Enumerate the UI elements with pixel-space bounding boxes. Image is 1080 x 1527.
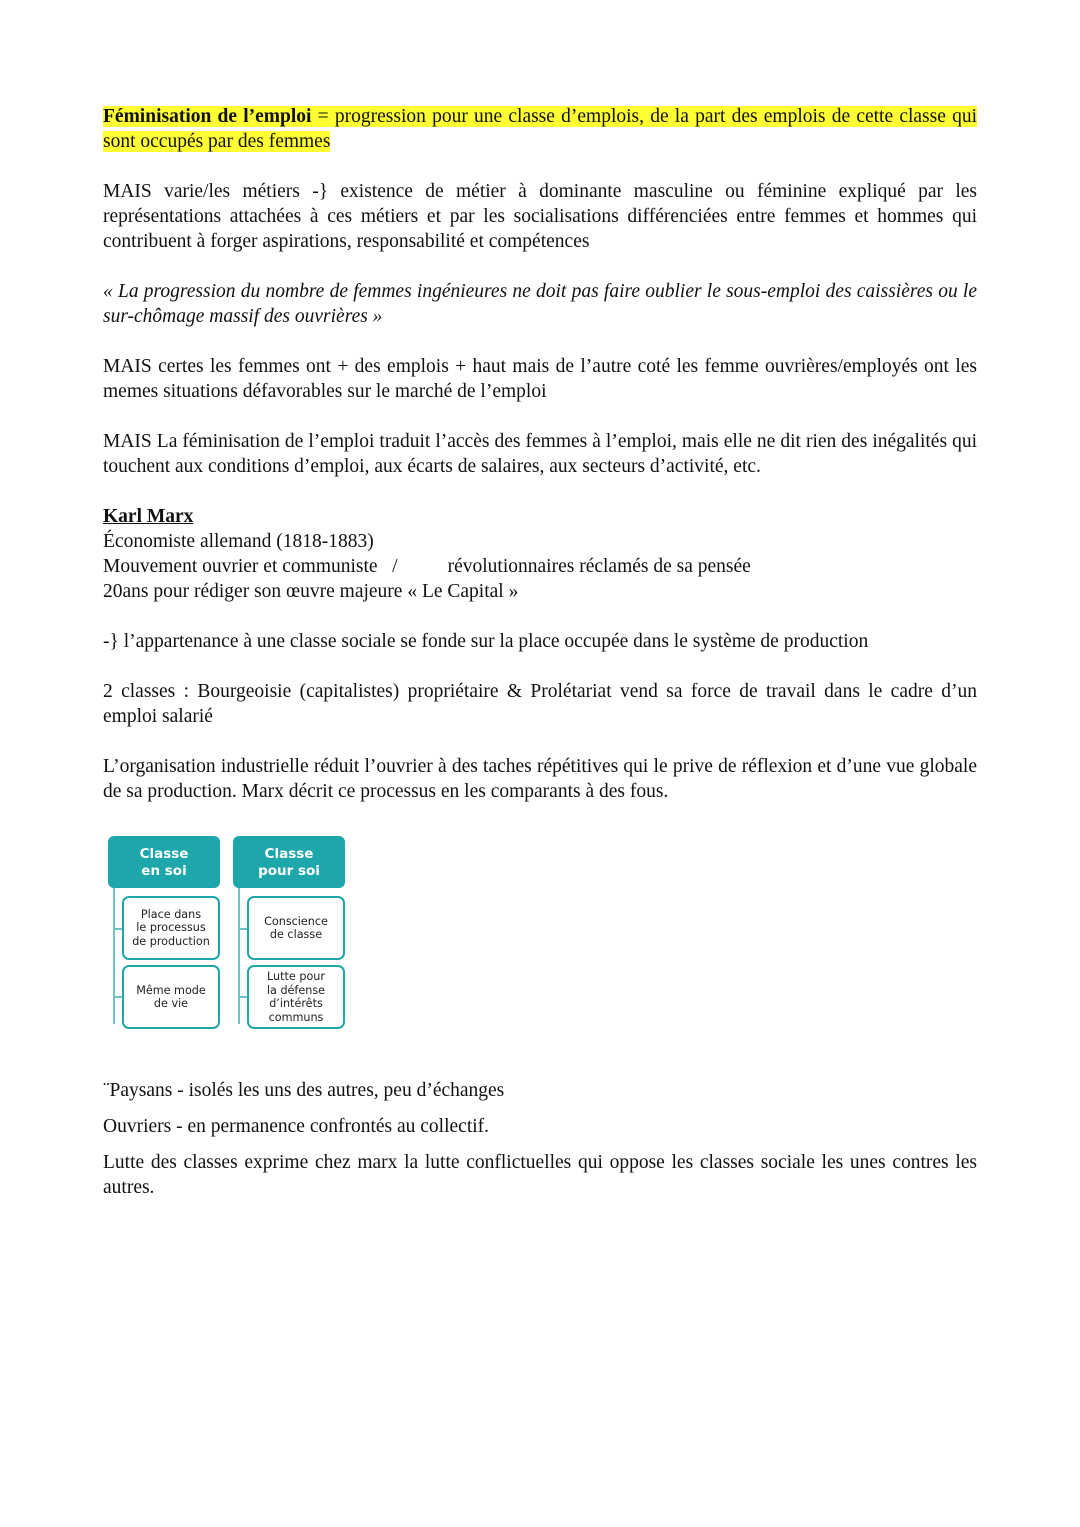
diagram-header-classe-pour-soi [233, 836, 345, 888]
paragraph-text: MAIS certes les femmes ont + des emplois + haut mais de l’autre coté les femme ouvrières/employés ont les memes situations défavorables sur le marché de l’emploi [103, 356, 977, 402]
bio-line-movement-b: révolutionnaires réclamés de sa pensée [447, 556, 751, 577]
paragraph-text: MAIS La féminisation de l’emploi traduit l’accès des femmes à l’emploi, mais elle ne dit rien des inégalités qui touchent aux conditions d’emploi, aux écarts de salaires, aux secteurs d’activité, etc. [103, 431, 977, 477]
marx-point-organisation [103, 754, 977, 804]
diagram-box-place-production [122, 896, 220, 960]
diagram-connector-line [238, 888, 240, 1024]
quote-text: « La progression du nombre de femmes ingénieures ne doit pas faire oublier le sous-emploi des caissières ou le sur-chômage massif des ouvrières » [103, 281, 977, 327]
paragraph-text: 2 classes : Bourgeoisie (capitalistes) propriétaire & Prolétariat vend sa force de travail dans le cadre d’un emploi salarié [103, 681, 977, 727]
definition-paragraph [103, 104, 977, 154]
closing-notes [103, 1078, 977, 1211]
bio-line-movement-a: Mouvement ouvrier et communiste / [103, 556, 398, 577]
box-text: Même mode de vie [136, 983, 206, 1010]
quote-block [103, 279, 977, 329]
diagram-column-classe-en-soi [108, 836, 220, 1032]
diagram-connector-line [113, 888, 115, 1024]
class-diagram [108, 836, 348, 1032]
diagram-box-lutte [247, 965, 345, 1029]
note-lutte-des-classes: Lutte des classes exprime chez marx la lutte conflictuelles qui oppose les classes sociale les unes contres les autres. [103, 1152, 977, 1198]
bio-line-economist: Économiste allemand (1818-1883) [103, 531, 374, 552]
definition-term: Féminisation de l’emploi [103, 106, 312, 127]
bio-line-capital: 20ans pour rédiger son œuvre majeure « Le Capital » [103, 581, 519, 602]
box-text: Lutte pour la défense d’intérêts communs [266, 970, 326, 1024]
definition-block [103, 104, 977, 154]
box-text: Conscience de classe [264, 914, 328, 941]
definition-highlight [103, 106, 977, 152]
diagram-box-conscience [247, 896, 345, 960]
bio-line-movement [103, 554, 977, 579]
header-line: Classe [264, 846, 314, 862]
note-paysans: ¨Paysans - isolés les uns des autres, peu d’échanges [103, 1080, 505, 1101]
paragraph-text: L’organisation industrielle réduit l’ouvrier à des taches répétitives qui le prive de réflexion et d’une vue globale de sa production. Marx décrit ce processus en les comparants à des fous. [103, 756, 977, 802]
section-heading-karl-marx: Karl Marx [103, 506, 194, 527]
paragraph-emplois [103, 354, 977, 404]
document-body [103, 104, 977, 829]
box-text: Place dans le processus de production [132, 907, 210, 948]
header-line: en soi [141, 863, 187, 879]
marx-point-class [103, 629, 977, 654]
paragraph-inegalites [103, 429, 977, 479]
header-line: pour soi [258, 863, 320, 879]
diagram-box-mode-de-vie [122, 965, 220, 1029]
paragraph-text: MAIS varie/les métiers -} existence de métier à dominante masculine ou féminine expliqué par les représentations attachées à ces métiers et par les socialisations différenciées entre femmes et hommes qui contribuent à forger aspirations, responsabilité et compétences [103, 181, 977, 252]
diagram-column-classe-pour-soi [233, 836, 345, 1032]
paragraph-text: -} l’appartenance à une classe sociale se fonde sur la place occupée dans le système de production [103, 631, 869, 652]
marx-bio [103, 504, 977, 604]
note-ouvriers: Ouvriers - en permanence confrontés au collectif. [103, 1116, 490, 1137]
diagram-header-classe-en-soi [108, 836, 220, 888]
definition-text: = progression pour une classe d’emplois, de la part des emplois de cette classe qui sont occupés par des femmes [103, 106, 978, 152]
header-line: Classe [139, 846, 189, 862]
marx-point-two-classes [103, 679, 977, 729]
paragraph-metiers [103, 179, 977, 254]
